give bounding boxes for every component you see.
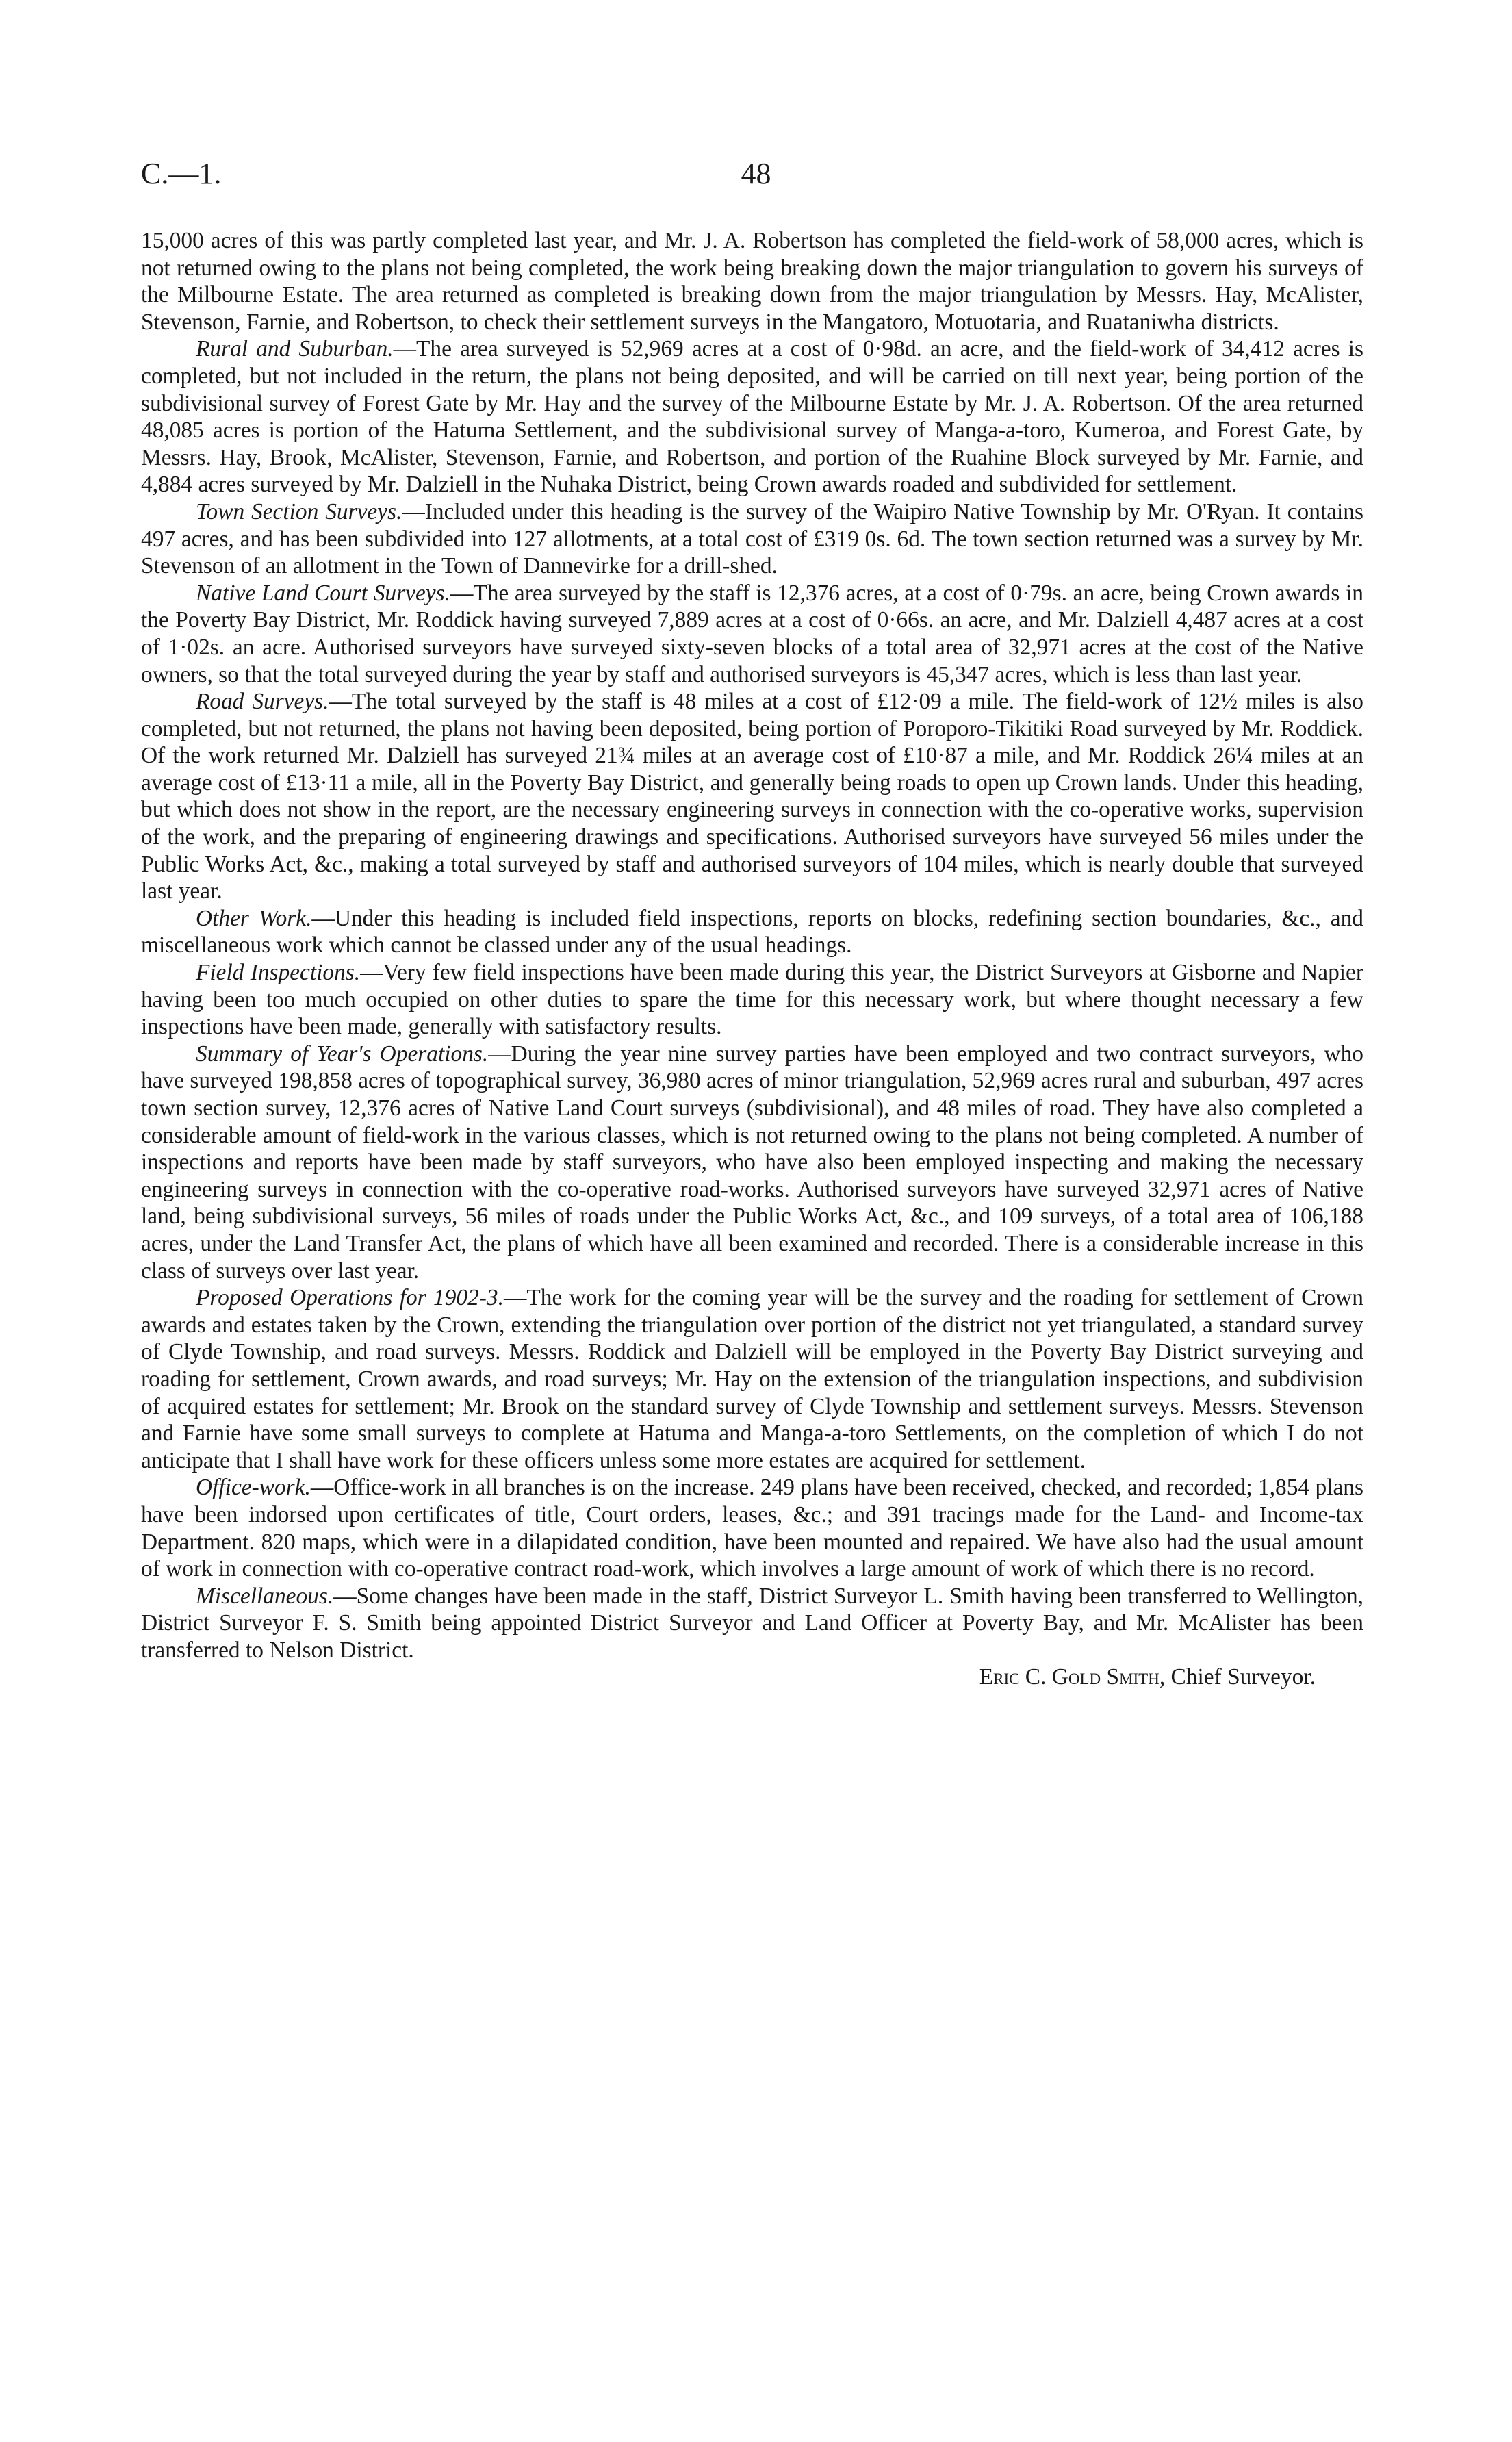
- signatory-name: Eric C. Gold Smith: [979, 1664, 1159, 1690]
- paragraph-heading: Field Inspections.: [196, 960, 361, 986]
- paragraph-text: —Some changes have been made in the staff, District Surveyor L. Smith having been transferred to Wellington, District Surveyor F. S. Smith being appointed District Surveyor and Land Officer at Poverty Bay, and Mr. McAlister has been transferred to Nelson District.: [141, 1583, 1363, 1663]
- paragraph-text: —Office-work in all branches is on the increase. 249 plans have been received, checked, and recorded; 1,854 plans have been indorsed upon certificates of title, Court orders, leases, &c.; and 391 tracings made for the Land- and Income-tax Department. 820 maps, which were in a dilapidated condition, have been mounted and repaired. We have also had the usual amount of work in connection with co-operative contract road-work, which involves a large amount of work of which there is no record.: [141, 1475, 1363, 1582]
- paragraph-text: —During the year nine survey parties have been employed and two contract surveyors, who have surveyed 198,858 acres of topographical survey, 36,980 acres of minor triangulation, 52,969 acres rural and suburban, 497 acres town section survey, 12,376 acres of Native Land Court surveys (subdivisional), and 48 miles of road. They have also completed a considerable amount of field-work in the various classes, which is not returned owing to the plans not being completed. A number of inspections and reports have been made by staff surveyors, who have also been employed inspecting and making the necessary engineering surveys in connection with the co-operative road-works. Authorised surveyors have surveyed 32,971 acres of Native land, being subdivisional surveys, 56 miles of roads under the Public Works Act, &c., and 109 surveys, of a total area of 106,188 acres, under the Land Transfer Act, the plans of which have all been examined and recorded. There is a considerable increase in this class of surveys over last year.: [141, 1041, 1363, 1284]
- page-number: 48: [741, 157, 771, 190]
- paragraph: [141, 1041, 1363, 1284]
- signatory-title: , Chief Surveyor.: [1159, 1664, 1316, 1690]
- paragraph: [141, 227, 1363, 335]
- report-body: [141, 227, 1363, 1691]
- paragraph-heading: Road Surveys.: [196, 689, 329, 715]
- paragraph: [141, 959, 1363, 1041]
- page-header: [141, 156, 1371, 204]
- paragraph-text: —The total surveyed by the staff is 48 miles at a cost of £12·09 a mile. The field-work of 12½ miles is also completed, but not returned, the plans not having been deposited, being portion of Poroporo-Tikitiki Road surveyed by Mr. Roddick. Of the work returned Mr. Dalziell has surveyed 21¾ miles at an average cost of £10·87 a mile, and Mr. Roddick 26¼ miles at an average cost of £13·11 a mile, all in the Poverty Bay District, and generally being roads to open up Crown lands. Under this heading, but which does not show in the report, are the necessary engineering surveys in connection with the co-operative works, supervision of the work, and the preparing of engineering drawings and specifications. Authorised surveyors have surveyed 56 miles under the Public Works Act, &c., making a total surveyed by staff and authorised surveyors of 104 miles, which is nearly double that surveyed last year.: [141, 689, 1363, 904]
- paragraph-heading: Other Work.: [196, 905, 312, 931]
- paragraph-text: —The work for the coming year will be the survey and the roading for settlement of Crown awards and estates taken by the Crown, extending the triangulation over portion of the district not yet triangulated, a standard survey of Clyde Township, and road surveys. Messrs. Roddick and Dalziell will be employed in the Poverty Bay District surveying and roading for settlement, Crown awards, and road surveys; Mr. Hay on the extension of the triangulation inspections, and subdivision of acquired estates for settlement; Mr. Brook on the standard survey of Clyde Township and settlement surveys. Messrs. Stevenson and Farnie have some small surveys to complete at Hatuma and Manga-a-toro Settlements, on the completion of which I do not anticipate that I shall have work for these officers unless some more estates are acquired for settlement.: [141, 1285, 1363, 1473]
- paragraph-heading: Proposed Operations for 1902-3.: [196, 1285, 504, 1311]
- paragraph-heading: Native Land Court Surveys.: [196, 580, 450, 606]
- paragraph-text: —Included under this heading is the survey of the Waipiro Native Township by Mr. O'Ryan. It contains 497 acres, and has been subdivided into 127 allotments, at a total cost of £319 0s. 6d. The town section returned was a survey by Mr. Stevenson of an allotment in the Town of Dannevirke for a drill-shed.: [141, 498, 1363, 579]
- paragraph-text: —Very few field inspections have been made during this year, the District Surveyors at Gisborne and Napier having been too much occupied on other duties to spare the time for this necessary work, but where thought necessary a few inspections have been made, generally with satisfactory results.: [141, 960, 1363, 1040]
- paragraph-heading: Miscellaneous.: [196, 1583, 334, 1609]
- paragraph: [141, 580, 1363, 688]
- paragraph-text: 15,000 acres of this was partly completed last year, and Mr. J. A. Robertson has completed the field-work of 58,000 acres, which is not returned owing to the plans not being completed, the work being breaking down the major triangulation to govern his surveys of the Milbourne Estate. The area returned as completed is breaking down from the major triangulation by Messrs. Hay, McAlister, Stevenson, Farnie, and Robertson, to check their settlement surveys in the Mangatoro, Motuotaria, and Ruataniwha districts.: [141, 228, 1363, 335]
- paragraph: [141, 498, 1363, 580]
- paragraph: [141, 905, 1363, 959]
- signature-line: [141, 1664, 1363, 1691]
- paragraph: [141, 1474, 1363, 1582]
- paragraph-heading: Office-work.: [196, 1475, 311, 1501]
- paragraph-heading: Rural and Suburban.: [196, 336, 394, 362]
- paragraph-heading: Town Section Surveys.: [196, 498, 402, 524]
- paragraph-text: —Under this heading is included field inspections, reports on blocks, redefining section boundaries, &c., and miscellaneous work which cannot be classed under any of the usual headings.: [141, 905, 1363, 958]
- document-reference: C.—1.: [141, 157, 222, 190]
- paragraph: [141, 1583, 1363, 1664]
- paragraph: [141, 335, 1363, 498]
- paragraph: [141, 1284, 1363, 1474]
- paragraph: [141, 688, 1363, 905]
- paragraph-text: —The area surveyed by the staff is 12,376 acres, at a cost of 0·79s. an acre, being Crown awards in the Poverty Bay District, Mr. Roddick having surveyed 7,889 acres at a cost of 0·66s. an acre, and Mr. Dalziell 4,487 acres at a cost of 1·02s. an acre. Authorised surveyors have surveyed sixty-seven blocks of a total area of 32,971 acres at the cost of the Native owners, so that the total surveyed during the year by staff and authorised surveyors is 45,347 acres, which is less than last year.: [141, 580, 1364, 687]
- paragraph-text: —The area surveyed is 52,969 acres at a cost of 0·98d. an acre, and the field-work of 34,412 acres is completed, but not included in the return, the plans not being deposited, and will be carried on till next year, being portion of the subdivisional survey of Forest Gate by Mr. Hay and the survey of the Milbourne Estate by Mr. J. A. Robertson. Of the area returned 48,085 acres is portion of the Hatuma Settlement, and the subdivisional survey of Manga-a-toro, Kumeroa, and Forest Gate, by Messrs. Hay, Brook, McAlister, Stevenson, Farnie, and Robertson, and portion of the Ruahine Block surveyed by Mr. Farnie, and 4,884 acres surveyed by Mr. Dalziell in the Nuhaka District, being Crown awards roaded and subdivided for settlement.: [141, 336, 1363, 498]
- paragraph-heading: Summary of Year's Operations.: [196, 1041, 489, 1067]
